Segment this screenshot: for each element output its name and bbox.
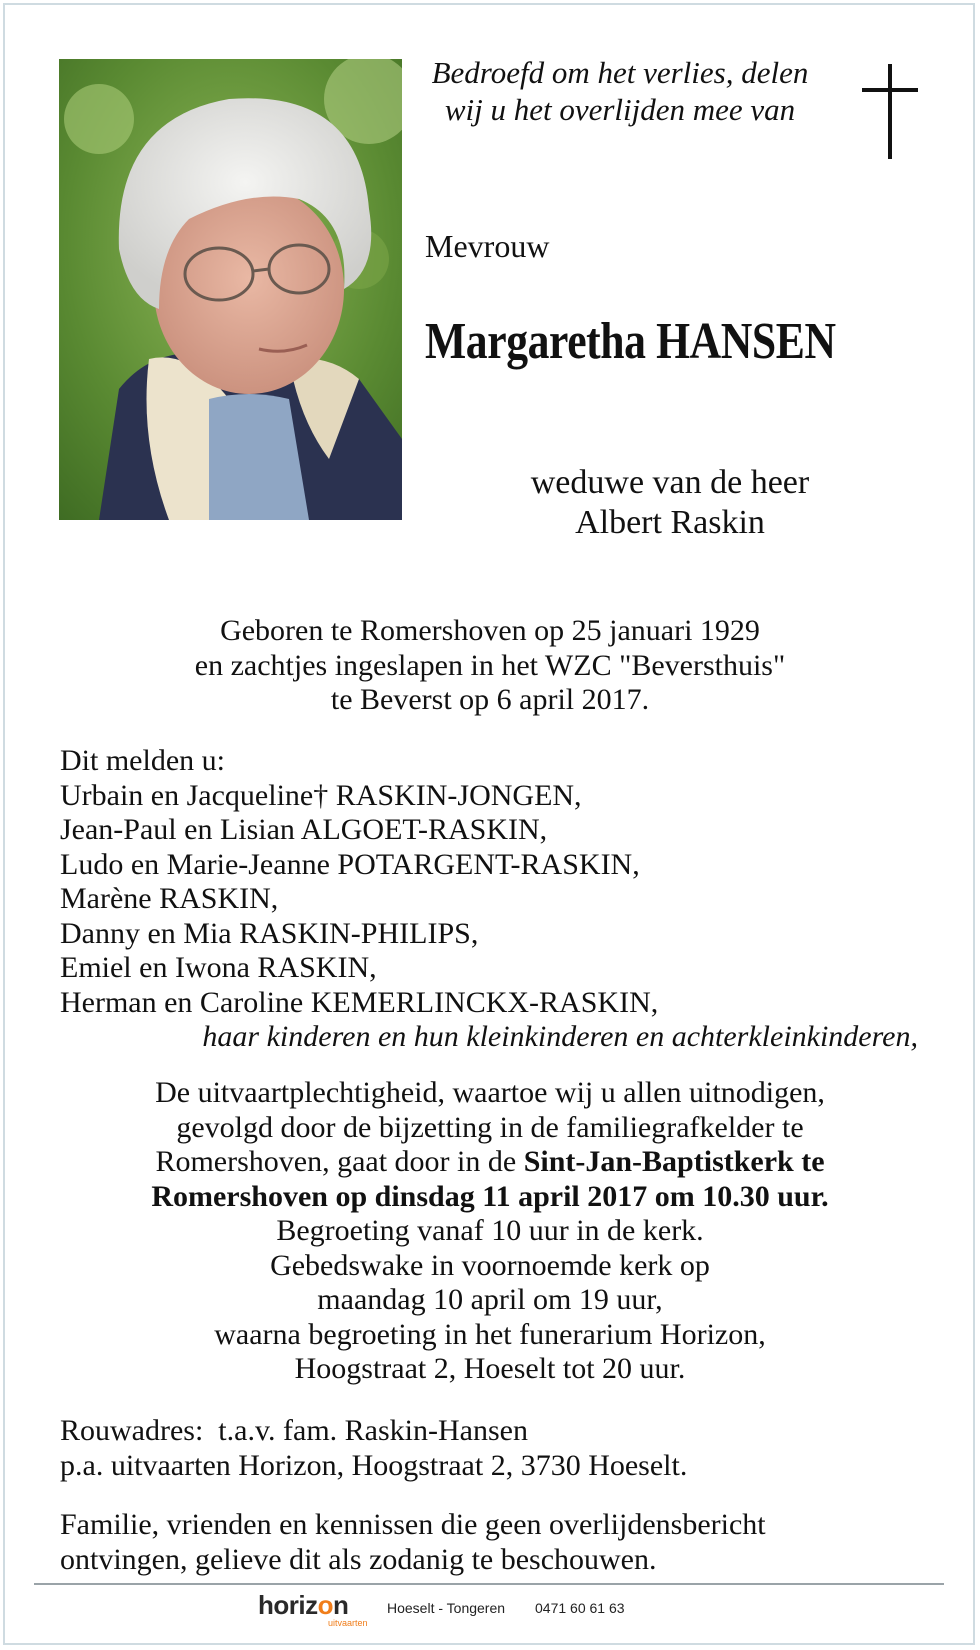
footer-divider (34, 1583, 944, 1585)
notice-text (60, 1508, 920, 1577)
ceremony-date: Romershoven op dinsdag 11 april 2017 om 10.30 uur. (151, 1179, 829, 1213)
widow-of (470, 463, 870, 543)
family-member: Jean-Paul en Lisian ALGOET-RASKIN, (60, 813, 548, 846)
birth-death-text (40, 614, 940, 718)
intro-line: Bedroefd om het verlies, delen (431, 55, 809, 90)
footer-phone: 0471 60 61 63 (535, 1600, 625, 1616)
cross-icon (862, 64, 918, 159)
ceremony-line: waarna begroeting in het funerarium Horizon, (214, 1317, 766, 1351)
footer (0, 1590, 980, 1630)
footer-locations: Hoeselt - Tongeren (387, 1600, 506, 1616)
ceremony-line: maandag 10 april om 19 uur, (317, 1283, 663, 1316)
death-line: en zachtjes ingeslapen in het WZC "Beversthuis" (194, 648, 786, 682)
ceremony-line: gevolgd door de bijzetting in de familiegrafkelder te (176, 1110, 804, 1144)
notice-line: Familie, vrienden en kennissen die geen overlijdensbericht (60, 1508, 766, 1541)
widow-line: weduwe van de heer (530, 464, 810, 501)
children-line: haar kinderen en hun kleinkinderen en achterkleinkinderen, (202, 1020, 918, 1053)
church-name: Sint-Jan-Baptistkerk te (523, 1145, 825, 1178)
horizon-logo (258, 1590, 348, 1621)
ceremony-text (40, 1076, 940, 1387)
family-member: Urbain en Jacqueline† RASKIN-JONGEN, (60, 778, 582, 812)
deceased-name: Margaretha HANSEN (425, 313, 836, 370)
logo-subtitle: uitvaarten (328, 1618, 368, 1628)
family-member: Herman en Caroline KEMERLINCKX-RASKIN, (60, 985, 659, 1019)
ceremony-line: Gebedswake in voornoemde kerk op (270, 1248, 710, 1282)
birth-line: Geboren te Romershoven op 25 januari 1929 (220, 614, 760, 647)
ceremony-text-plain: Romershoven, gaat door in de (155, 1145, 524, 1178)
family-member: Danny en Mia RASKIN-PHILIPS, (60, 916, 479, 950)
address-line: p.a. uitvaarten Horizon, Hoogstraat 2, 3730 Hoeselt. (60, 1448, 688, 1482)
logo-accent-letter: o (317, 1590, 333, 1620)
ceremony-line (40, 1145, 940, 1180)
death-place-line: te Beverst op 6 april 2017. (330, 683, 650, 716)
ceremony-date-line (40, 1180, 940, 1215)
family-member: Ludo en Marie-Jeanne POTARGENT-RASKIN, (60, 847, 640, 881)
widow-line: Albert Raskin (575, 504, 765, 541)
notice-line: ontvingen, gelieve dit als zodanig te beschouwen. (60, 1542, 657, 1576)
ceremony-line: Begroeting vanaf 10 uur in de kerk. (276, 1214, 704, 1247)
mourning-address (60, 1414, 920, 1483)
intro-text (420, 54, 820, 128)
intro-line: wij u het overlijden mee van (444, 92, 796, 127)
portrait-photo (59, 59, 402, 520)
family-member: Marène RASKIN, (60, 882, 279, 915)
family-intro: Dit melden u: (60, 744, 225, 777)
address-line: Rouwadres: t.a.v. fam. Raskin-Hansen (60, 1414, 528, 1447)
logo-text-end: n (333, 1590, 349, 1620)
salutation: Mevrouw (425, 228, 550, 264)
family-list (60, 744, 930, 1055)
ceremony-line: De uitvaartplechtigheid, waartoe wij u allen uitnodigen, (155, 1076, 825, 1109)
logo-text-start: horiz (258, 1590, 318, 1620)
ceremony-line: Hoogstraat 2, Hoeselt tot 20 uur. (294, 1352, 686, 1385)
family-member: Emiel en Iwona RASKIN, (60, 951, 377, 984)
